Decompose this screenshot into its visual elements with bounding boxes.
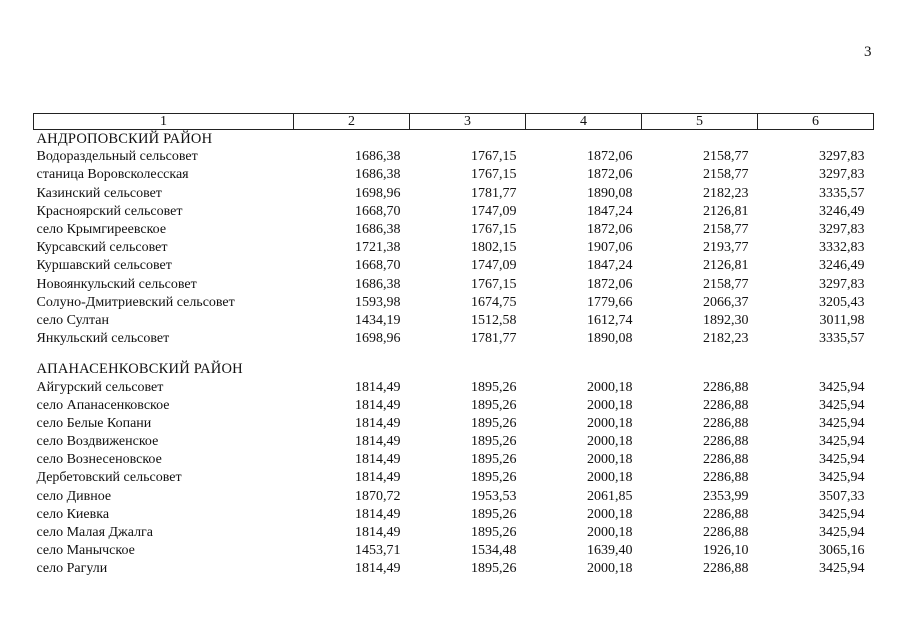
- row-value-col-6: 3335,57: [819, 331, 865, 347]
- row-value-col-3: 1895,26: [471, 506, 517, 522]
- row-value-col-4: 2000,18: [587, 470, 633, 486]
- row-value-col-6: 3332,83: [819, 240, 865, 256]
- row-value-col-5: 2158,77: [703, 276, 749, 292]
- section-title-row: [34, 130, 874, 149]
- row-value-col-5: 2066,37: [703, 294, 749, 310]
- table-row: [34, 221, 874, 239]
- row-value-col-2: 1698,96: [355, 185, 401, 201]
- row-value-col-4: 1907,06: [587, 240, 633, 256]
- row-value-col-6: 3246,49: [819, 203, 865, 219]
- table-header: [34, 114, 874, 130]
- row-value-col-3: 1781,77: [471, 331, 517, 347]
- table-row: [34, 148, 874, 166]
- table-row: [34, 276, 874, 294]
- row-value-col-3: 1512,58: [471, 312, 517, 328]
- row-value-col-5: 1892,30: [703, 312, 749, 328]
- row-value-col-6: 3065,16: [819, 543, 865, 559]
- row-value-col-6: 3011,98: [819, 312, 865, 328]
- row-value-col-3: 1895,26: [471, 452, 517, 468]
- row-value-col-4: 1872,06: [587, 149, 633, 165]
- row-value-col-4: 2061,85: [587, 488, 633, 504]
- row-value-col-6: 3297,83: [819, 167, 865, 183]
- section-title: АНДРОПОВСКИЙ РАЙОН: [36, 131, 213, 148]
- row-value-col-4: 2000,18: [587, 415, 633, 431]
- section-spacer: [34, 348, 874, 360]
- row-value-col-2: 1814,49: [355, 379, 401, 395]
- table-row: [34, 203, 874, 221]
- page-number: 3: [864, 44, 872, 60]
- header-col-4: 4: [526, 114, 642, 130]
- table-row: [34, 415, 874, 433]
- row-value-col-4: 2000,18: [587, 379, 633, 395]
- row-value-col-3: 1674,75: [471, 294, 517, 310]
- row-name: Дербетовский сельсовет: [36, 470, 182, 486]
- row-value-col-3: 1895,26: [471, 415, 517, 431]
- row-value-col-5: 2286,88: [703, 415, 749, 431]
- row-value-col-5: 2158,77: [703, 222, 749, 238]
- row-value-col-5: 2126,81: [703, 203, 749, 219]
- row-value-col-6: 3425,94: [819, 470, 865, 486]
- row-value-col-2: 1814,49: [355, 525, 401, 541]
- row-value-col-4: 1872,06: [587, 276, 633, 292]
- row-value-col-2: 1698,96: [355, 331, 401, 347]
- row-value-col-4: 1639,40: [587, 543, 633, 559]
- table-row: [34, 469, 874, 487]
- row-name: село Султан: [36, 312, 109, 328]
- row-value-col-5: 2182,23: [703, 185, 749, 201]
- row-value-col-6: 3246,49: [819, 258, 865, 274]
- row-value-col-6: 3297,83: [819, 149, 865, 165]
- row-value-col-2: 1686,38: [355, 276, 401, 292]
- row-name: Водораздельный сельсовет: [36, 149, 198, 165]
- row-name: село Рагули: [36, 561, 108, 577]
- row-value-col-5: 2286,88: [703, 397, 749, 413]
- row-value-col-5: 2353,99: [703, 488, 749, 504]
- row-value-col-2: 1686,38: [355, 167, 401, 183]
- row-value-col-6: 3205,43: [819, 294, 865, 310]
- row-value-col-3: 1767,15: [471, 167, 517, 183]
- table-row: [34, 312, 874, 330]
- row-value-col-6: 3335,57: [819, 185, 865, 201]
- table-row: [34, 185, 874, 203]
- header-row: [34, 114, 874, 130]
- row-value-col-4: 1872,06: [587, 167, 633, 183]
- row-value-col-4: 1847,24: [587, 203, 633, 219]
- header-col-3: 3: [410, 114, 526, 130]
- row-value-col-2: 1870,72: [355, 488, 401, 504]
- table-row: [34, 433, 874, 451]
- row-value-col-5: 2158,77: [703, 149, 749, 165]
- row-value-col-6: 3425,94: [819, 452, 865, 468]
- row-value-col-2: 1814,49: [355, 561, 401, 577]
- row-value-col-2: 1434,19: [355, 312, 401, 328]
- table-row: [34, 560, 874, 578]
- row-value-col-3: 1747,09: [471, 203, 517, 219]
- header-col-1: 1: [34, 114, 294, 130]
- row-value-col-5: 2286,88: [703, 506, 749, 522]
- table-row: [34, 488, 874, 506]
- row-name: Казинский сельсовет: [36, 185, 162, 201]
- row-name: село Воздвиженское: [36, 434, 159, 450]
- row-name: село Белые Копани: [36, 415, 152, 431]
- row-value-col-6: 3297,83: [819, 222, 865, 238]
- row-value-col-2: 1721,38: [355, 240, 401, 256]
- row-value-col-4: 1890,08: [587, 331, 633, 347]
- row-value-col-4: 1872,06: [587, 222, 633, 238]
- table-row: [34, 542, 874, 560]
- row-value-col-2: 1453,71: [355, 543, 401, 559]
- table-row: [34, 239, 874, 257]
- row-name: село Манычское: [36, 543, 135, 559]
- row-value-col-3: 1953,53: [471, 488, 517, 504]
- row-value-col-3: 1802,15: [471, 240, 517, 256]
- row-value-col-6: 3425,94: [819, 415, 865, 431]
- header-col-2: 2: [294, 114, 410, 130]
- row-name: Курсавский сельсовет: [36, 240, 168, 256]
- row-value-col-6: 3425,94: [819, 525, 865, 541]
- table-row: [34, 257, 874, 275]
- row-name: село Малая Джалга: [36, 525, 154, 541]
- row-name: Красноярский сельсовет: [36, 203, 183, 219]
- row-value-col-2: 1593,98: [355, 294, 401, 310]
- row-value-col-4: 1847,24: [587, 258, 633, 274]
- row-value-col-2: 1686,38: [355, 222, 401, 238]
- table-row: [34, 166, 874, 184]
- section-title: АПАНАСЕНКОВСКИЙ РАЙОН: [36, 361, 243, 378]
- row-value-col-4: 2000,18: [587, 506, 633, 522]
- row-name: Солуно-Дмитриевский сельсовет: [36, 294, 235, 310]
- row-value-col-2: 1814,49: [355, 434, 401, 450]
- row-value-col-3: 1767,15: [471, 276, 517, 292]
- row-value-col-2: 1668,70: [355, 258, 401, 274]
- row-value-col-2: 1814,49: [355, 452, 401, 468]
- row-value-col-2: 1686,38: [355, 149, 401, 165]
- table-body: [34, 130, 874, 579]
- row-value-col-5: 2286,88: [703, 379, 749, 395]
- row-value-col-5: 2286,88: [703, 452, 749, 468]
- row-value-col-3: 1895,26: [471, 379, 517, 395]
- row-value-col-5: 2193,77: [703, 240, 749, 256]
- row-value-col-6: 3425,94: [819, 506, 865, 522]
- row-name: село Дивное: [36, 488, 112, 504]
- row-value-col-5: 2126,81: [703, 258, 749, 274]
- row-value-col-3: 1895,26: [471, 397, 517, 413]
- row-name: село Крымгиреевское: [36, 222, 167, 238]
- table-row: [34, 506, 874, 524]
- section-title-row: [34, 360, 874, 378]
- row-value-col-4: 2000,18: [587, 561, 633, 577]
- row-value-col-6: 3425,94: [819, 434, 865, 450]
- row-value-col-3: 1895,26: [471, 470, 517, 486]
- row-value-col-3: 1781,77: [471, 185, 517, 201]
- row-value-col-2: 1814,49: [355, 397, 401, 413]
- row-value-col-3: 1895,26: [471, 561, 517, 577]
- row-value-col-5: 2286,88: [703, 525, 749, 541]
- row-name: Куршавский сельсовет: [36, 258, 172, 274]
- row-value-col-6: 3425,94: [819, 379, 865, 395]
- data-table: [33, 113, 874, 579]
- row-value-col-3: 1895,26: [471, 434, 517, 450]
- table-row: [34, 397, 874, 415]
- table-row: [34, 330, 874, 348]
- row-name: село Вознесеновское: [36, 452, 162, 468]
- row-value-col-4: 2000,18: [587, 397, 633, 413]
- row-value-col-4: 1612,74: [587, 312, 633, 328]
- row-value-col-6: 3507,33: [819, 488, 865, 504]
- row-value-col-6: 3425,94: [819, 561, 865, 577]
- row-value-col-5: 2182,23: [703, 331, 749, 347]
- row-value-col-2: 1814,49: [355, 470, 401, 486]
- row-name: село Апанасенковское: [36, 397, 170, 413]
- row-value-col-6: 3297,83: [819, 276, 865, 292]
- header-col-5: 5: [642, 114, 758, 130]
- row-value-col-5: 1926,10: [703, 543, 749, 559]
- row-name: Янкульский сельсовет: [36, 331, 170, 347]
- row-name: Новоянкульский сельсовет: [36, 276, 197, 292]
- row-value-col-2: 1668,70: [355, 203, 401, 219]
- row-name: село Киевка: [36, 506, 110, 522]
- row-name: станица Воровсколесская: [36, 167, 189, 183]
- row-value-col-3: 1747,09: [471, 258, 517, 274]
- row-name: Айгурский сельсовет: [36, 379, 164, 395]
- table-row: [34, 524, 874, 542]
- row-value-col-5: 2286,88: [703, 561, 749, 577]
- row-value-col-4: 1890,08: [587, 185, 633, 201]
- row-value-col-3: 1534,48: [471, 543, 517, 559]
- row-value-col-2: 1814,49: [355, 415, 401, 431]
- row-value-col-5: 2286,88: [703, 434, 749, 450]
- table-row: [34, 451, 874, 469]
- row-value-col-2: 1814,49: [355, 506, 401, 522]
- table-row: [34, 294, 874, 312]
- row-value-col-3: 1767,15: [471, 222, 517, 238]
- row-value-col-4: 2000,18: [587, 452, 633, 468]
- row-value-col-4: 2000,18: [587, 434, 633, 450]
- row-value-col-3: 1895,26: [471, 525, 517, 541]
- table-row: [34, 378, 874, 396]
- row-value-col-5: 2158,77: [703, 167, 749, 183]
- row-value-col-4: 2000,18: [587, 525, 633, 541]
- row-value-col-4: 1779,66: [587, 294, 633, 310]
- row-value-col-3: 1767,15: [471, 149, 517, 165]
- row-value-col-6: 3425,94: [819, 397, 865, 413]
- header-col-6: 6: [758, 114, 874, 130]
- row-value-col-5: 2286,88: [703, 470, 749, 486]
